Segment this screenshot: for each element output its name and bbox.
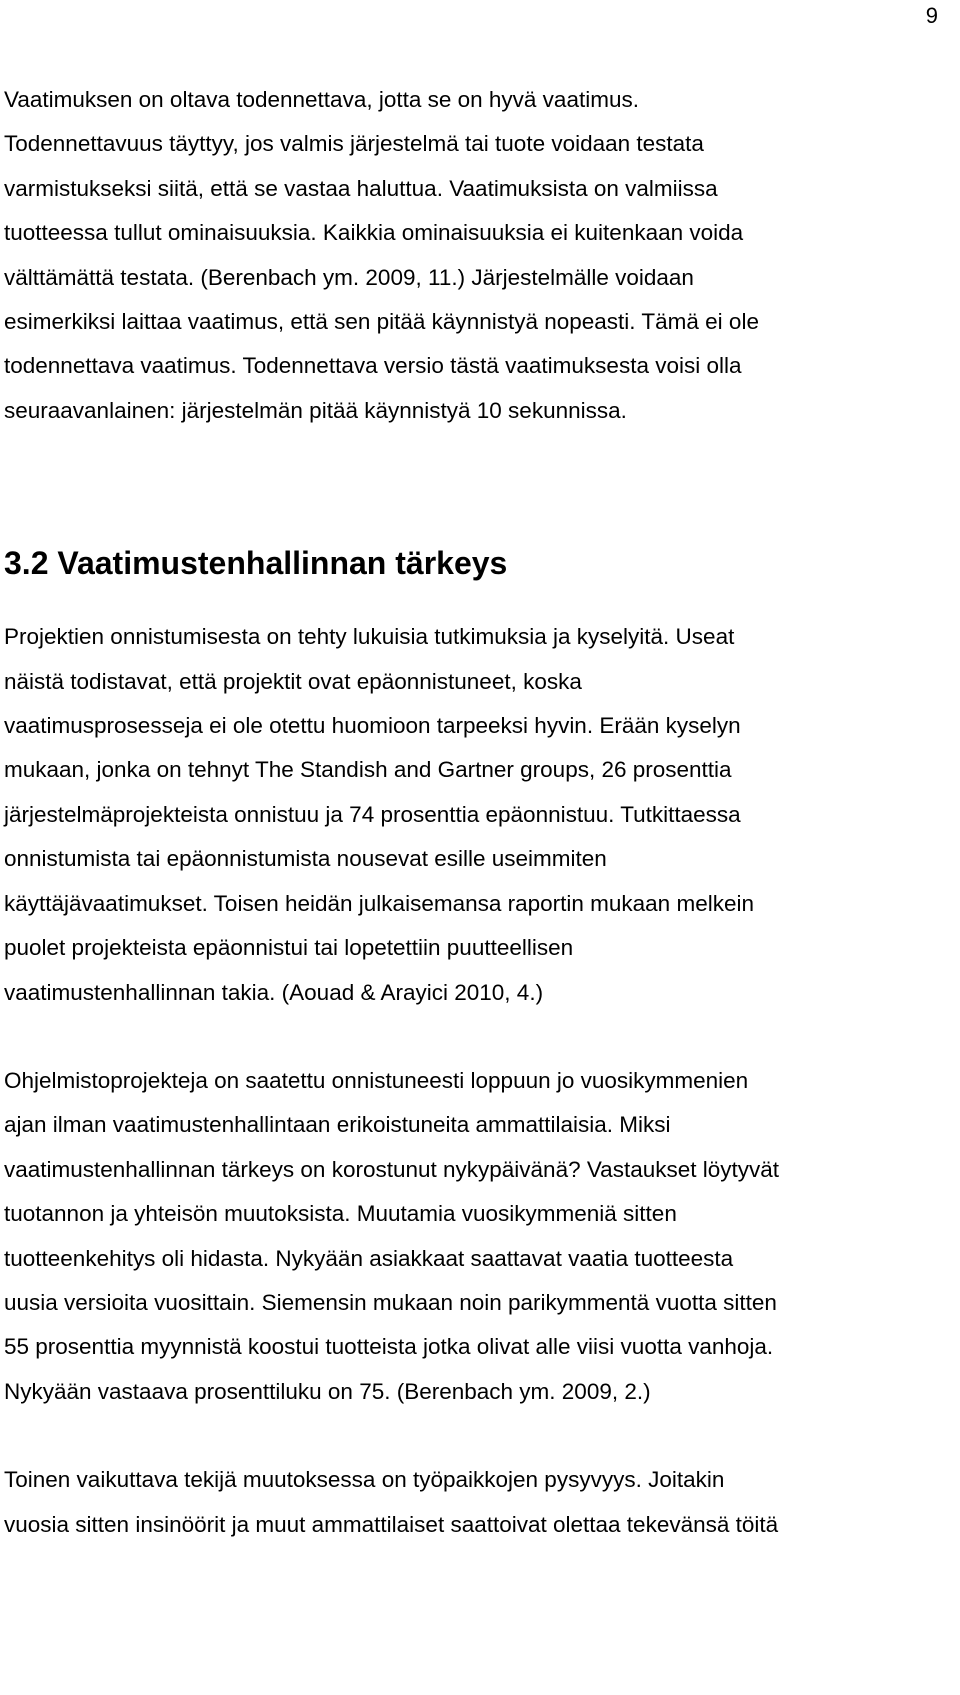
text-line: varmistukseksi siitä, että se vastaa haluttua. Vaatimuksista on valmiissa	[4, 175, 718, 201]
text-line: puolet projekteista epäonnistui tai lopetettiin puutteellisen	[4, 935, 574, 961]
text-line: uusia versioita vuosittain. Siemensin mukaan noin parikymmentä vuotta sitten	[4, 1289, 777, 1315]
text-line: mukaan, jonka on tehnyt The Standish and Gartner groups, 26 prosenttia	[4, 757, 732, 783]
text-line: ajan ilman vaatimustenhallintaan erikoistuneita ammattilaisia. Miksi	[4, 1112, 671, 1138]
text-line: vaatimusprosesseja ei ole otettu huomioon tarpeeksi hyvin. Erään kyselyn	[4, 713, 741, 739]
text-line: Nykyään vastaava prosenttiluku on 75. (Berenbach ym. 2009, 2.)	[4, 1378, 651, 1404]
page-number: 9	[925, 3, 938, 28]
text-line: seuraavanlainen: järjestelmän pitää käynnistyä 10 sekunnissa.	[4, 397, 627, 423]
text-line: Vaatimuksen on oltava todennettava, jotta se on hyvä vaatimus.	[4, 87, 639, 112]
text-line: vaatimustenhallinnan tärkeys on korostunut nykypäivänä? Vastaukset löytyvät	[4, 1156, 780, 1182]
section-heading: 3.2 Vaatimustenhallinnan tärkeys	[4, 545, 508, 582]
text-line: Ohjelmistoprojekteja on saatettu onnistuneesti loppuun jo vuosikymmenien	[4, 1067, 749, 1093]
text-line: Todennettavuus täyttyy, jos valmis järjestelmä tai tuote voidaan testata	[4, 131, 704, 157]
text-line: esimerkiksi laittaa vaatimus, että sen pitää käynnistyä nopeasti. Tämä ei ole	[4, 309, 759, 335]
paragraph-4	[4, 1458, 954, 1547]
text-line: todennettava vaatimus. Todennettava versio tästä vaatimuksesta voisi olla	[4, 353, 742, 379]
text-line: Projektien onnistumisesta on tehty lukuisia tutkimuksia ja kyselyitä. Useat	[4, 624, 735, 650]
text-line: käyttäjävaatimukset. Toisen heidän julkaisemansa raportin mukaan melkein	[4, 890, 754, 916]
text-line: näistä todistavat, että projektit ovat epäonnistuneet, koska	[4, 668, 582, 694]
text-line: välttämättä testata. (Berenbach ym. 2009, 11.) Järjestelmälle voidaan	[4, 264, 694, 290]
paragraph-3	[4, 1059, 954, 1414]
paragraph-2	[4, 615, 954, 1015]
text-line: tuotteessa tullut ominaisuuksia. Kaikkia ominaisuuksia ei kuitenkaan voida	[4, 220, 744, 246]
text-line: tuotannon ja yhteisön muutoksista. Muutamia vuosikymmeniä sitten	[4, 1201, 677, 1227]
paragraph-1	[4, 78, 954, 433]
text-line: 55 prosenttia myynnistä koostui tuotteista jotka olivat alle viisi vuotta vanhoja.	[4, 1334, 774, 1360]
text-line: vuosia sitten insinöörit ja muut ammattilaiset saattoivat olettaa tekevänsä töitä	[4, 1511, 779, 1537]
text-line: vaatimustenhallinnan takia. (Aouad & Arayici 2010, 4.)	[4, 979, 544, 1005]
text-line: Toinen vaikuttava tekijä muutoksessa on työpaikkojen pysyvyys. Joitakin	[4, 1467, 725, 1493]
document-body	[4, 78, 954, 1547]
text-line: tuotteenkehitys oli hidasta. Nykyään asiakkaat saattavat vaatia tuotteesta	[4, 1245, 734, 1271]
text-line: järjestelmäprojekteista onnistuu ja 74 prosenttia epäonnistuu. Tutkittaessa	[4, 801, 741, 827]
text-line: onnistumista tai epäonnistumista nousevat esille useimmiten	[4, 846, 607, 872]
